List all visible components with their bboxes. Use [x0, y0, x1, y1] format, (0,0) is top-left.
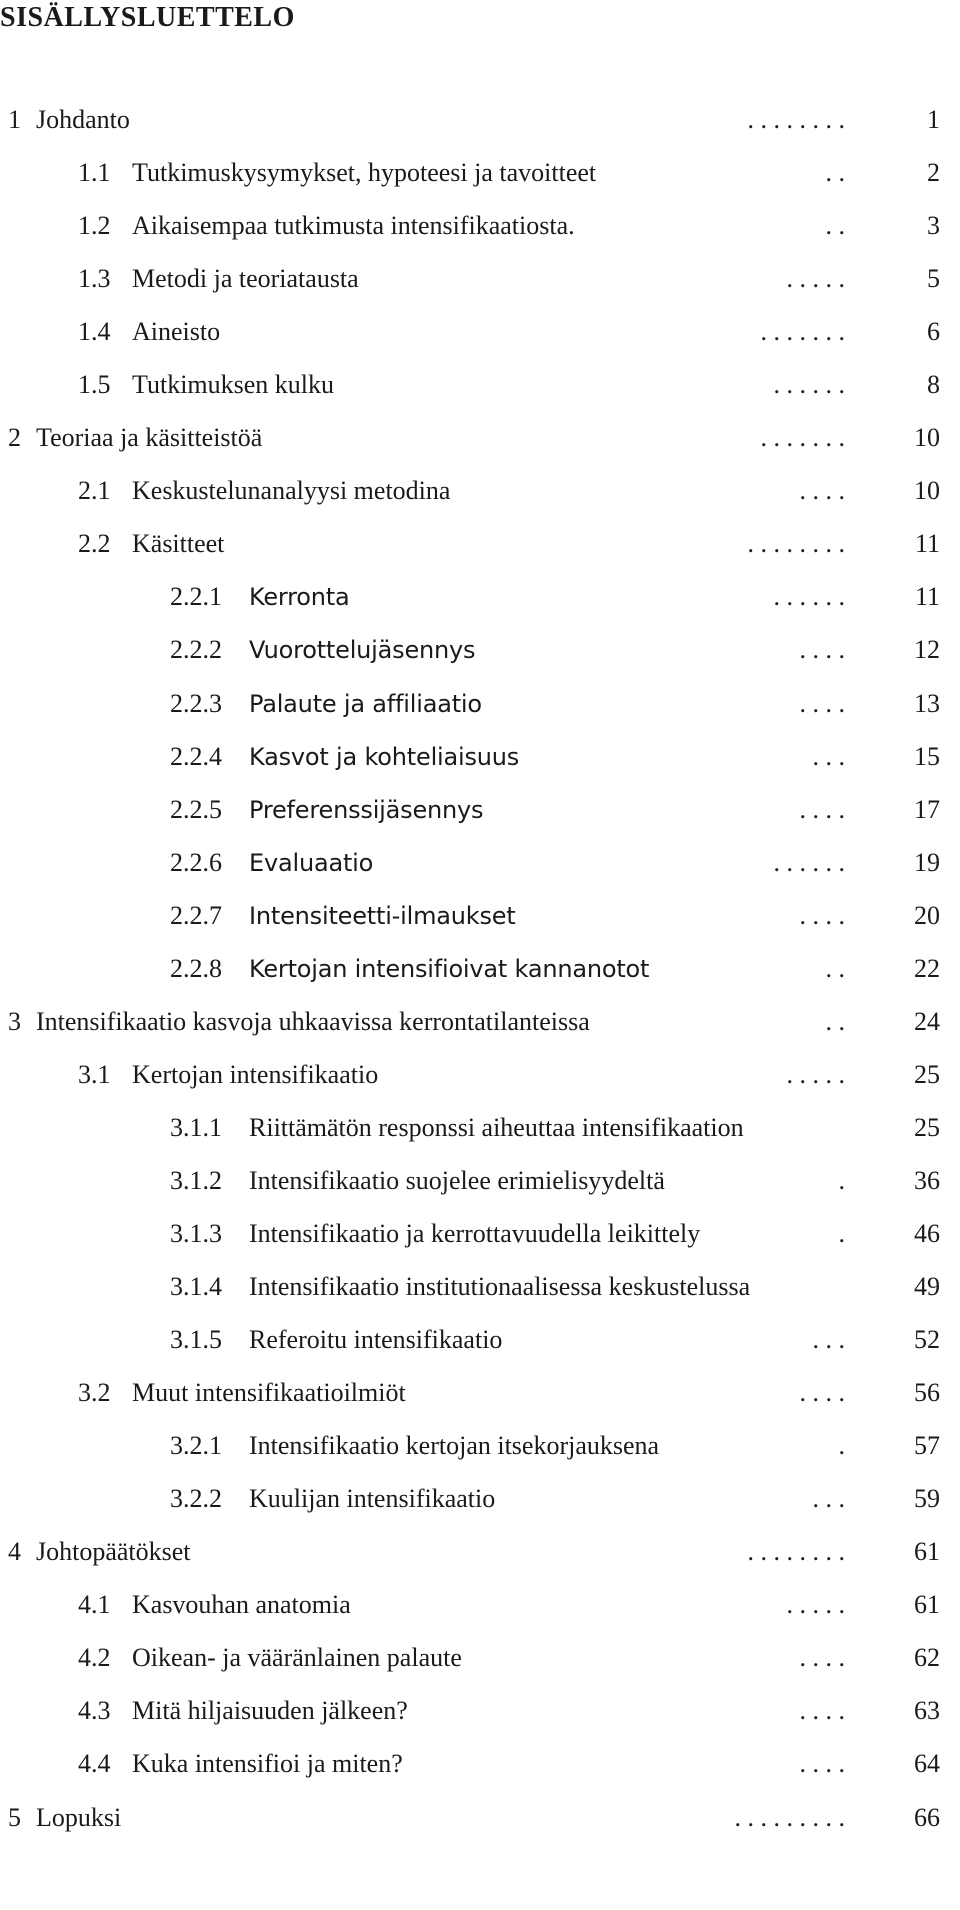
entry-title: Intensifikaatio kasvoja uhkaavissa kerrontatilanteissa	[36, 1006, 590, 1036]
entry-title: Kertojan intensifioivat kannanotot	[249, 954, 650, 983]
toc-entry[interactable]	[0, 1165, 960, 1218]
page-number: 36	[914, 1165, 940, 1195]
entry-title: Intensifikaatio suojelee erimielisyydeltä	[249, 1165, 665, 1195]
entry-title: Preferenssijäsennys	[249, 795, 484, 824]
page-number: 20	[914, 900, 940, 930]
entry-number: 3.1	[78, 1059, 111, 1089]
page-number: 66	[914, 1802, 940, 1832]
entry-title: Muut intensifikaatioilmiöt	[132, 1378, 406, 1408]
entry-title: Aineisto	[132, 317, 221, 347]
entry-title: Kasvot ja kohteliaisuus	[249, 742, 520, 771]
toc-entry[interactable]	[0, 263, 960, 316]
toc-entry[interactable]	[0, 741, 960, 794]
leader-dots: . . . . . .	[773, 582, 845, 612]
leader-dots: . . . .	[799, 1696, 845, 1726]
toc-entry[interactable]	[0, 1059, 960, 1112]
leader-dots: . . . . . .	[773, 847, 845, 877]
toc-entry[interactable]	[0, 1483, 960, 1536]
page-number: 62	[914, 1643, 940, 1673]
page-number: 25	[914, 1112, 940, 1142]
page-number: 17	[914, 794, 940, 824]
entry-number: 3.2	[78, 1378, 111, 1408]
toc-entry[interactable]	[0, 1271, 960, 1324]
toc-entry[interactable]	[0, 210, 960, 263]
page-number: 63	[914, 1696, 940, 1726]
page-number: 56	[914, 1378, 940, 1408]
page-number: 10	[914, 423, 940, 453]
page-number: 59	[914, 1484, 940, 1514]
page-number: 61	[914, 1590, 940, 1620]
toc-entry[interactable]	[0, 157, 960, 210]
page-number: 8	[927, 370, 940, 400]
toc-entry[interactable]	[0, 1324, 960, 1377]
toc-list	[0, 104, 960, 1855]
page-number: 3	[927, 211, 940, 241]
entry-number: 4.2	[78, 1643, 111, 1673]
entry-title: Metodi ja teoriatausta	[132, 264, 359, 294]
leader-dots: . .	[825, 158, 845, 188]
entry-title: Intensifikaatio kertojan itsekorjauksena	[249, 1431, 660, 1461]
toc-entry[interactable]	[0, 1802, 960, 1855]
entry-number: 2.2.1	[170, 582, 222, 612]
page-number: 13	[914, 688, 940, 718]
entry-title: Intensifikaatio ja kerrottavuudella leikittely	[249, 1218, 701, 1248]
toc-entry[interactable]	[0, 316, 960, 369]
entry-number: 1	[8, 105, 21, 134]
page-number: 22	[914, 953, 940, 983]
page-number: 25	[914, 1059, 940, 1089]
entry-title: Evaluaatio	[249, 848, 374, 877]
page-number: 52	[914, 1325, 940, 1355]
page-number: 1	[927, 105, 940, 134]
entry-title: Riittämätön responssi aiheuttaa intensifikaation	[249, 1112, 744, 1142]
toc-entry[interactable]	[0, 1377, 960, 1430]
toc-entry[interactable]	[0, 1430, 960, 1483]
toc-entry[interactable]	[0, 369, 960, 422]
leader-dots: . . . . . .	[773, 370, 845, 400]
entry-number: 3.1.1	[170, 1112, 222, 1142]
entry-number: 1.2	[78, 211, 111, 241]
entry-title: Mitä hiljaisuuden jälkeen?	[132, 1696, 408, 1726]
entry-title: Teoriaa ja käsitteistöä	[36, 423, 263, 453]
page-number: 46	[914, 1218, 940, 1248]
entry-title: Intensiteetti-ilmaukset	[249, 901, 516, 930]
leader-dots: . . .	[812, 741, 845, 771]
page-number: 49	[914, 1272, 940, 1302]
toc-entry[interactable]	[0, 900, 960, 953]
toc-entry[interactable]	[0, 1218, 960, 1271]
entry-number: 2.2.4	[170, 741, 222, 771]
entry-title: Kertojan intensifikaatio	[132, 1059, 379, 1089]
entry-number: 2.2.3	[170, 688, 222, 718]
entry-number: 4.1	[78, 1590, 111, 1620]
toc-entry[interactable]	[0, 104, 960, 157]
leader-dots: . . .	[812, 1325, 845, 1355]
entry-number: 2.2.2	[170, 635, 222, 665]
leader-dots: . . . .	[799, 688, 845, 718]
leader-dots: . . . .	[799, 476, 845, 506]
entry-title: Intensifikaatio institutionaalisessa keskustelussa	[249, 1272, 751, 1302]
entry-number: 3.1.4	[170, 1272, 222, 1302]
page-number: 5	[927, 264, 940, 294]
entry-number: 4	[8, 1537, 21, 1567]
entry-number: 3.1.3	[170, 1218, 222, 1248]
entry-title: Kuulijan intensifikaatio	[249, 1484, 496, 1514]
entry-number: 2.2.6	[170, 847, 222, 877]
entry-title: Kuka intensifioi ja miten?	[132, 1749, 403, 1779]
toc-entry[interactable]	[0, 847, 960, 900]
entry-title: Tutkimuskysymykset, hypoteesi ja tavoitteet	[132, 158, 597, 188]
toc-entry[interactable]	[0, 688, 960, 741]
leader-dots: . . . . .	[786, 264, 845, 294]
entry-title: Oikean- ja vääränlainen palaute	[132, 1643, 462, 1673]
entry-title: Kasvouhan anatomia	[132, 1590, 351, 1620]
entry-number: 2.2	[78, 529, 111, 559]
entry-title: Aikaisempaa tutkimusta intensifikaatiosta.	[132, 211, 575, 241]
entry-number: 1.1	[78, 158, 111, 188]
toc-entry[interactable]	[0, 528, 960, 581]
leader-dots: . . . . .	[786, 1590, 845, 1620]
leader-dots: . .	[825, 953, 845, 983]
entry-number: 3.1.2	[170, 1165, 222, 1195]
page-number: 61	[914, 1537, 940, 1567]
page-number: 24	[914, 1006, 940, 1036]
leader-dots: . . . .	[799, 1643, 845, 1673]
page-number: 2	[927, 158, 940, 188]
toc-entry[interactable]	[0, 1748, 960, 1801]
entry-number: 2.2.7	[170, 900, 222, 930]
leader-dots: . . . . .	[786, 1059, 845, 1089]
entry-number: 2.2.8	[170, 953, 222, 983]
entry-title: Tutkimuksen kulku	[132, 370, 335, 400]
leader-dots: . . . . . . . .	[747, 1537, 845, 1567]
entry-title: Johtopäätökset	[36, 1537, 191, 1567]
entry-number: 4.4	[78, 1749, 111, 1779]
entry-number: 3.1.5	[170, 1325, 222, 1355]
entry-title: Kerronta	[249, 583, 350, 612]
page-number: 6	[927, 317, 940, 347]
entry-number: 5	[8, 1802, 21, 1832]
entry-number: 4.3	[78, 1696, 111, 1726]
toc-entry[interactable]	[0, 1536, 960, 1589]
entry-title: Lopuksi	[36, 1802, 122, 1832]
entry-title: Keskustelunanalyysi metodina	[132, 476, 451, 506]
leader-dots: . . . . . . . .	[747, 105, 845, 134]
page-number: 12	[914, 635, 940, 665]
toc-entry[interactable]	[0, 634, 960, 687]
leader-dots: .	[838, 1431, 845, 1461]
entry-title: Johdanto	[36, 105, 130, 134]
toc-entry[interactable]	[0, 1589, 960, 1642]
entry-number: 2	[8, 423, 21, 453]
entry-number: 3	[8, 1006, 21, 1036]
toc-entry[interactable]	[0, 581, 960, 634]
entry-title: Vuorottelujäsennys	[249, 636, 476, 665]
toc-heading: SISÄLLYSLUETTELO	[0, 2, 295, 33]
entry-title: Referoitu intensifikaatio	[249, 1325, 503, 1355]
page-number: 57	[914, 1431, 940, 1461]
toc-entry[interactable]	[0, 1112, 960, 1165]
leader-dots: . .	[825, 1006, 845, 1036]
page-number: 19	[914, 847, 940, 877]
leader-dots: . . . . . . .	[760, 317, 845, 347]
toc-entry[interactable]	[0, 953, 960, 1006]
leader-dots: . . .	[812, 1484, 845, 1514]
leader-dots: . . . .	[799, 635, 845, 665]
leader-dots: .	[838, 1218, 845, 1248]
leader-dots: . . . .	[799, 794, 845, 824]
toc-entry[interactable]	[0, 1642, 960, 1695]
leader-dots: . . . . . . . .	[747, 529, 845, 559]
page-number: 10	[914, 476, 940, 506]
leader-dots: .	[838, 1165, 845, 1195]
entry-number: 3.2.1	[170, 1431, 222, 1461]
toc-entry[interactable]	[0, 1695, 960, 1748]
entry-title: Käsitteet	[132, 529, 225, 559]
entry-title: Palaute ja affiliaatio	[249, 689, 482, 718]
entry-number: 1.4	[78, 317, 111, 347]
leader-dots: . . . .	[799, 1749, 845, 1779]
toc-entry[interactable]	[0, 475, 960, 528]
page-number: 11	[914, 529, 940, 559]
toc-entry[interactable]	[0, 1006, 960, 1059]
entry-number: 3.2.2	[170, 1484, 222, 1514]
leader-dots: . . . .	[799, 1378, 845, 1408]
page-number: 11	[914, 582, 940, 612]
entry-number: 2.2.5	[170, 794, 222, 824]
page-number: 64	[914, 1749, 940, 1779]
page-number: 15	[914, 741, 940, 771]
leader-dots: . . . . . . .	[760, 423, 845, 453]
entry-number: 1.5	[78, 370, 111, 400]
entry-number: 2.1	[78, 476, 111, 506]
leader-dots: . . . . . . . . .	[734, 1802, 845, 1832]
toc-entry[interactable]	[0, 794, 960, 847]
entry-number: 1.3	[78, 264, 111, 294]
leader-dots: . .	[825, 211, 845, 241]
toc-entry[interactable]	[0, 422, 960, 475]
leader-dots: . . . .	[799, 900, 845, 930]
